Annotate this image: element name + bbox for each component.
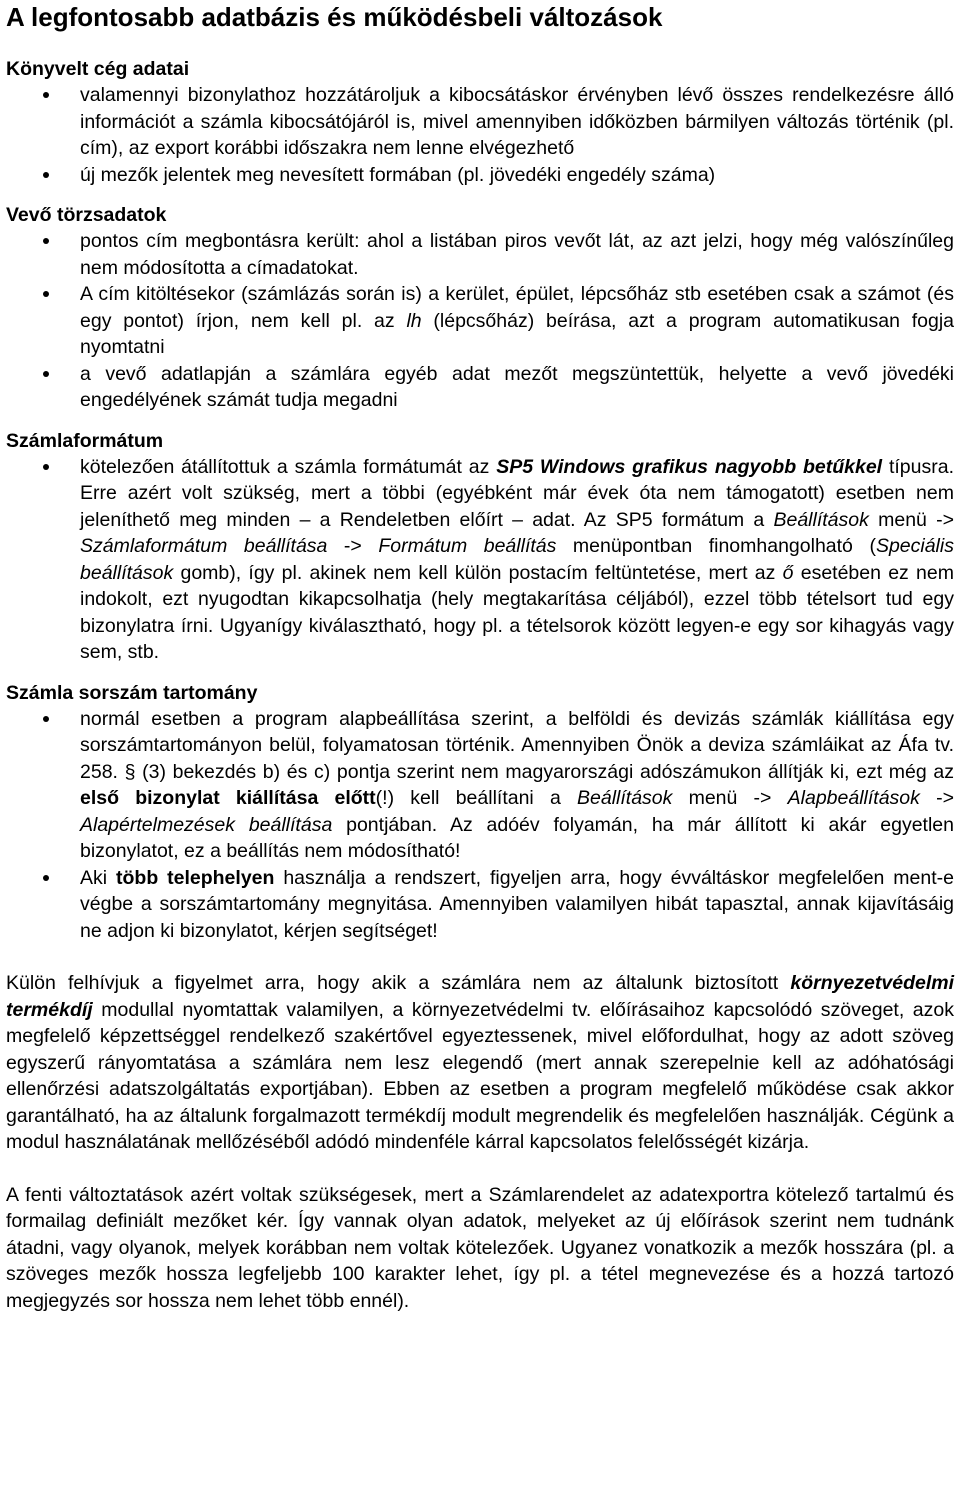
paragraph-termekdij: Külön felhívjuk a figyelmet arra, hogy akik a számlára nem az általunk biztosított környezetvédelmi termékdíj modullal nyomtattak valamilyen, a környezetvédelmi tv. előírásaihoz kapcsolódó szöveget, azok megfelelő képzettséggel rendelkező szakértővel egyeztessenek, mivel előfordulhat, hogy az adott szöveg egyszerű rányomtatása a számlára nem lesz elegendő (mert annak szerepelnie kell az adóhatósági ellenőrzési adatszolgáltatás exportjában). Ebben az esetben a program megfelelő működése csak akkor garantálható, ha az általunk forgalmazott termékdíj modult megrendelik és megfelelően használják. Cégünk a modul használatának mellőzéséből adódó mindenféle kárral kapcsolatos felelősségét kizárja. bbox=[6, 972, 954, 1153]
section-heading: Vevő törzsadatok bbox=[6, 204, 167, 226]
section-heading: Számla sorszám tartomány bbox=[6, 681, 258, 704]
list-item: új mezők jelentek meg nevesített formában (pl. jövedéki engedély száma) bbox=[6, 162, 954, 189]
list-item: Aki több telephelyen használja a rendszert, figyeljen arra, hogy évváltáskor megfelelően ment-e végbe a sorszámtartomány megnyitása. Amennyiben valamilyen hibát tapasztal, annak kijavításáig ne adjon ki bizonylatot, kérjen segítséget! bbox=[6, 865, 954, 945]
section-szamlaformatum bbox=[6, 428, 954, 666]
bullet-list bbox=[6, 82, 954, 188]
list-item: normál esetben a program alapbeállítása szerint, a belföldi és devizás számlák kiállítása egy sorszámtartományon belül, folyamatosan történik. Amennyiben Önök a deviza számláikat az Áfa tv. 258. § (3) bekezdés b) és c) pontja szerint nem magyarországi adószámukon állítják ki, ezt még az első bizonylat kiállítása előtt(!) kell beállítani a Beállítások menü -> Alapbeállítások -> Alapértelmezések beállítása pontjában. Az adóév folyamán, ha már állított ki akár egyetlen bizonylatot, ez a beállítás nem módosítható! bbox=[6, 706, 954, 865]
bullet-list bbox=[6, 706, 954, 945]
bullet-list bbox=[6, 228, 954, 414]
document-title: A legfontosabb adatbázis és működésbeli változások bbox=[6, 2, 663, 32]
bullet-list bbox=[6, 454, 954, 666]
section-konyvelt-ceg bbox=[6, 56, 954, 188]
section-heading: Számlaformátum bbox=[6, 429, 164, 452]
section-heading: Könyvelt cég adatai bbox=[6, 58, 190, 80]
list-item: a vevő adatlapján a számlára egyéb adat mezőt megszüntettük, helyette a vevő jövedéki engedélyének számát tudja megadni bbox=[6, 361, 954, 414]
list-item: pontos cím megbontásra került: ahol a listában piros vevőt lát, az azt jelzi, hogy még valószínűleg nem módosította a címadatokat. bbox=[6, 228, 954, 281]
section-vevo-torzsadatok bbox=[6, 202, 954, 414]
paragraph-valtoztatasok: A fenti változtatások azért voltak szükségesek, mert a Számlarendelet az adatexportra kötelező tartalmú és formailag definiált mezőket kér. Így vannak olyan adatok, melyeket az új előírások szerint nem tudnánk átadni, vagy olyanok, melyek korábban nem voltak kötelezőek. Ugyanez vonatkozik a mezők hosszára (pl. a szöveges mezők hossza legfeljebb 100 karakter lehet, így pl. a tétel megnevezése és a hozzá tartozó megjegyzés sor hossza nem lehet több ennél). bbox=[6, 1183, 954, 1312]
list-item: A cím kitöltésekor (számlázás során is) a kerület, épület, lépcsőház stb esetében csak a számot (és egy pontot) írjon, nem kell pl. az lh (lépcsőház) beírása, azt a program automatikusan fogja nyomtatni bbox=[6, 281, 954, 361]
list-item: kötelezően átállítottuk a számla formátumát az SP5 Windows grafikus nagyobb betűkkel típusra. Erre azért volt szükség, mert a többi (egyébként már évek óta nem támogatott) esetben nem jeleníthető meg minden – a Rendeletben előírt – adat. Az SP5 formátum a Beállítások menü -> Számlaformátum beállítása -> Formátum beállítás menüpontban finomhangolható (Speciális beállítások gomb), így pl. akinek nem kell külön postacím feltüntetése, mert az ő esetében ez nem indokolt, ezt nyugodtan kikapcsolhatja (hely megtakarítása céljából), ezzel több tételsort tud egy bizonylatra írni. Ugyanígy kiválasztható, hogy pl. a tételsorok között legyen-e egy sor kihagyás vagy sem, stb. bbox=[6, 454, 954, 666]
list-item: valamennyi bizonylathoz hozzátároljuk a kibocsátáskor érvényben lévő összes rendelkezésre álló információt a számla kibocsátójáról is, mivel amennyiben időközben bármilyen változás történik (pl. cím), az export korábbi időszakra nem lenne elvégezhető bbox=[6, 82, 954, 162]
section-szamla-sorszam bbox=[6, 680, 954, 945]
